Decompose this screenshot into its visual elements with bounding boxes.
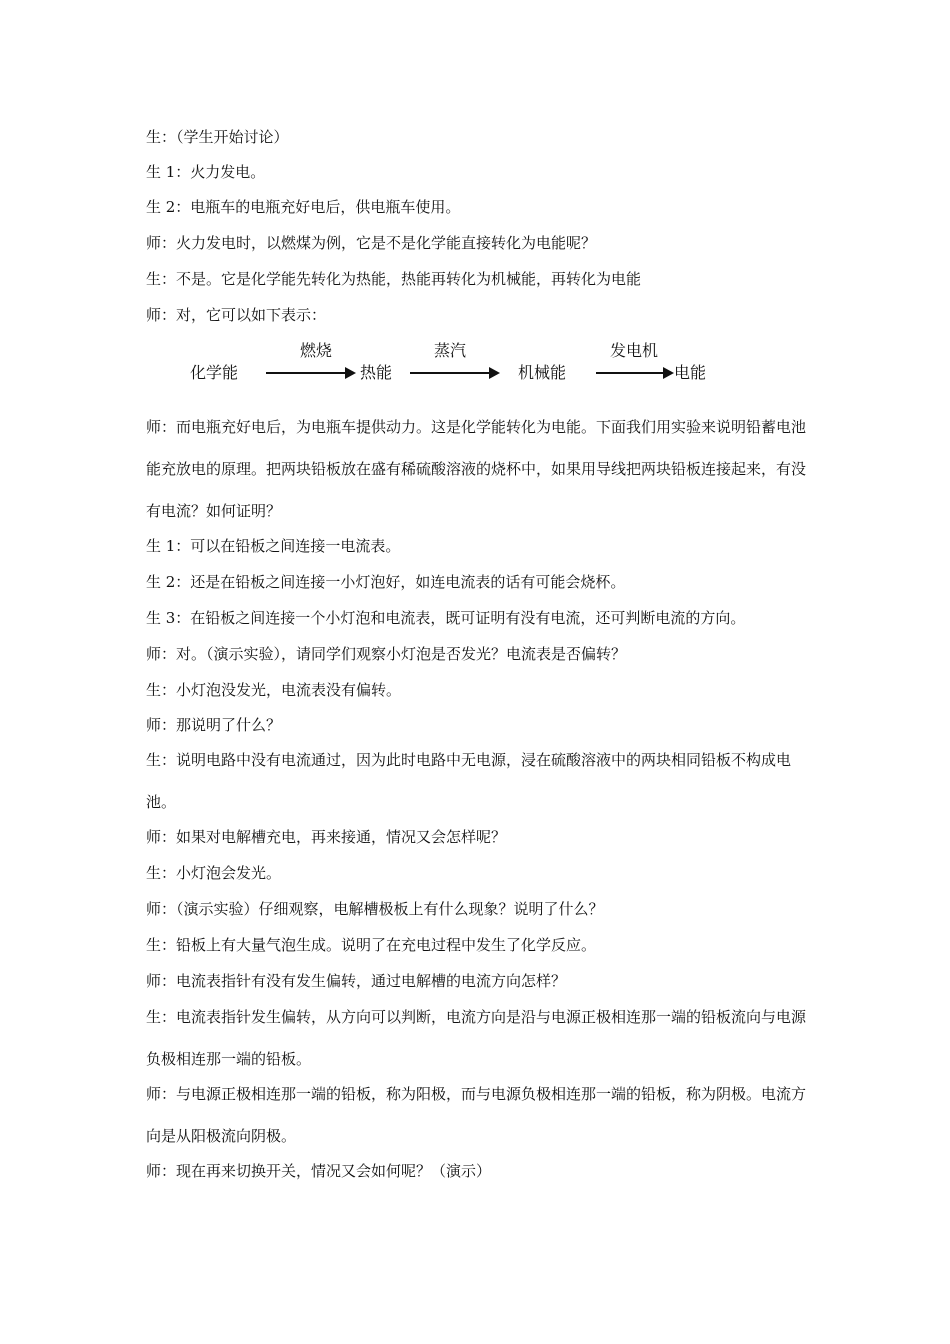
dialogue-line: 生：小灯泡会发光。 (146, 864, 282, 882)
dialogue-line: 师：火力发电时，以燃煤为例，它是不是化学能直接转化为电能呢？ (146, 234, 597, 252)
diagram-arrow-label: 蒸汽 (434, 341, 467, 360)
diagram-node: 机械能 (518, 363, 567, 382)
dialogue-line: 生 3：在铅板之间连接一个小灯泡和电流表，既可证明有没有电流，还可判断电流的方向。 (146, 609, 746, 627)
dialogue-line: 生：（学生开始讨论） (146, 128, 289, 146)
diagram-node: 电能 (674, 363, 707, 382)
dialogue-paragraph: 生：说明电路中没有电流通过，因为此时电路中无电源，浸在硫酸溶液中的两块相同铅板不构成电池。 (146, 751, 792, 811)
energy-conversion-diagram (180, 336, 720, 386)
dialogue-line: 生：小灯泡没发光，电流表没有偏转。 (146, 681, 402, 699)
diagram-arrow-label: 发电机 (610, 341, 659, 360)
dialogue-line: 生 2：还是在铅板之间连接一小灯泡好，如连电流表的话有可能会烧杯。 (146, 573, 626, 591)
arrow-icon (266, 372, 354, 374)
diagram-node: 热能 (360, 363, 393, 382)
dialogue-line: 生：不是。它是化学能先转化为热能，热能再转化为机械能，再转化为电能 (146, 270, 642, 288)
diagram-arrow-label: 燃烧 (300, 341, 333, 360)
dialogue-line: 师：（演示实验）仔细观察，电解槽极板上有什么现象？说明了什么？ (146, 900, 604, 918)
dialogue-paragraph: 生：电流表指针发生偏转，从方向可以判断，电流方向是沿与电源正极相连那一端的铅板流向与电源负极相连那一端的铅板。 (146, 1008, 807, 1068)
dialogue-line: 生 1：火力发电。 (146, 163, 266, 181)
dialogue-line: 师：电流表指针有没有发生偏转，通过电解槽的电流方向怎样？ (146, 972, 567, 990)
arrow-icon (410, 372, 498, 374)
dialogue-line: 师：对。（演示实验），请同学们观察小灯泡是否发光？电流表是否偏转？ (146, 645, 627, 663)
dialogue-line: 师：那说明了什么？ (146, 716, 282, 734)
dialogue-line: 生：铅板上有大量气泡生成。说明了在充电过程中发生了化学反应。 (146, 936, 597, 954)
arrow-icon (596, 372, 672, 374)
dialogue-line: 师：对，它可以如下表示： (146, 306, 327, 324)
dialogue-paragraph: 师：而电瓶充好电后，为电瓶车提供动力。这是化学能转化为电能。下面我们用实验来说明铅蓄电池能充放电的原理。把两块铅板放在盛有稀硫酸溶液的烧杯中，如果用导线把两块铅板连接起来，有没有电流？如何证明？ (146, 418, 807, 520)
dialogue-line: 师：现在再来切换开关，情况又会如何呢？（演示） (146, 1162, 492, 1180)
dialogue-line: 生 1：可以在铅板之间连接一电流表。 (146, 537, 401, 555)
dialogue-line: 师：如果对电解槽充电，再来接通，情况又会怎样呢？ (146, 828, 507, 846)
dialogue-paragraph: 师：与电源正极相连那一端的铅板，称为阳极，而与电源负极相连那一端的铅板，称为阴极。电流方向是从阳极流向阴极。 (146, 1085, 807, 1145)
dialogue-line: 生 2：电瓶车的电瓶充好电后，供电瓶车使用。 (146, 198, 461, 216)
diagram-node: 化学能 (190, 363, 239, 382)
